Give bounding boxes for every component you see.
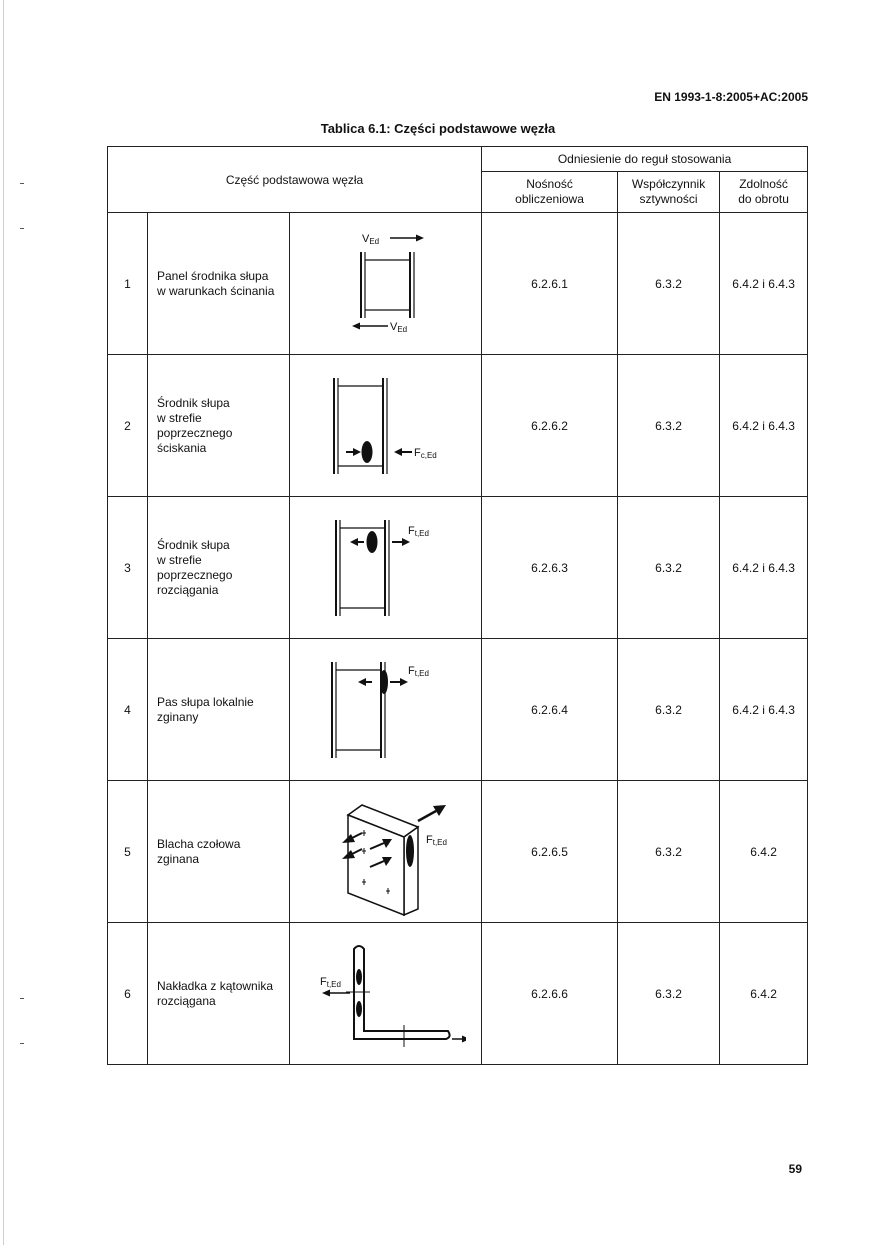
col-header-stiffness: Współczynnik sztywności [618,172,720,213]
resistance-ref: 6.2.6.1 [482,213,618,355]
table-row [108,497,808,639]
scan-edge-line [3,0,4,1245]
resistance-ref: 6.2.6.4 [482,639,618,781]
end-plate-diagram [306,787,466,917]
rotation-ref: 6.4.2 [720,781,808,923]
stiffness-ref: 6.3.2 [618,639,720,781]
margin-mark [20,998,24,999]
table-row [108,639,808,781]
row-number: 4 [108,639,148,781]
force-label: Ft,Ed [407,524,429,538]
component-description: Blacha czołowa zginana [148,781,290,923]
force-label: Ft,Ed [319,975,341,989]
component-diagram [290,781,482,923]
part-header: Część podstawowa węzła [108,147,482,213]
component-description: Panel środnika słupa w warunkach ścinania [148,213,290,355]
component-description: Nakładka z kątownika rozciągana [148,923,290,1065]
force-label: VEd [389,320,407,334]
stiffness-ref: 6.3.2 [618,497,720,639]
shear-panel-diagram [306,224,466,344]
stiffness-ref: 6.3.2 [618,355,720,497]
component-diagram [290,497,482,639]
component-description: Pas słupa lokalnie zginany [148,639,290,781]
table-row [108,213,808,355]
basic-components-table [107,146,808,1065]
rotation-ref: 6.4.2 i 6.4.3 [720,213,808,355]
component-description: Środnik słupa w strefie poprzecznego rozciągania [148,497,290,639]
row-number: 6 [108,923,148,1065]
rotation-ref: 6.4.2 i 6.4.3 [720,639,808,781]
force-label: Fc,Ed [413,446,437,460]
margin-mark [20,228,24,229]
force-label: Ft,Ed [425,833,447,847]
resistance-ref: 6.2.6.5 [482,781,618,923]
force-label: Ft,Ed [407,664,429,678]
rotation-ref: 6.4.2 i 6.4.3 [720,355,808,497]
stiffness-ref: 6.3.2 [618,923,720,1065]
flange-bending-diagram [306,650,466,770]
col-header-resistance: Nośność obliczeniowa [482,172,618,213]
resistance-ref: 6.2.6.6 [482,923,618,1065]
document-code: EN 1993-1-8:2005+AC:2005 [654,90,808,104]
margin-mark [20,183,24,184]
row-number: 3 [108,497,148,639]
component-diagram [290,923,482,1065]
angle-cleat-diagram [306,929,466,1059]
component-diagram [290,213,482,355]
table-caption: Tablica 6.1: Części podstawowe węzła [320,121,556,136]
component-diagram [290,639,482,781]
reference-header: Odniesienie do reguł stosowania [482,147,808,172]
row-number: 2 [108,355,148,497]
component-diagram [290,355,482,497]
force-label: VEd [361,232,379,246]
resistance-ref: 6.2.6.3 [482,497,618,639]
row-number: 5 [108,781,148,923]
table-row [108,923,808,1065]
component-description: Środnik słupa w strefie poprzecznego ściskania [148,355,290,497]
rotation-ref: 6.4.2 [720,923,808,1065]
resistance-ref: 6.2.6.2 [482,355,618,497]
stiffness-ref: 6.3.2 [618,781,720,923]
table-row [108,355,808,497]
web-tension-diagram [306,508,466,628]
rotation-ref: 6.4.2 i 6.4.3 [720,497,808,639]
row-number: 1 [108,213,148,355]
col-header-rotation: Zdolność do obrotu [720,172,808,213]
web-compression-diagram [306,366,466,486]
margin-mark [20,1043,24,1044]
stiffness-ref: 6.3.2 [618,213,720,355]
page-number: 59 [788,1162,802,1176]
table-row [108,781,808,923]
